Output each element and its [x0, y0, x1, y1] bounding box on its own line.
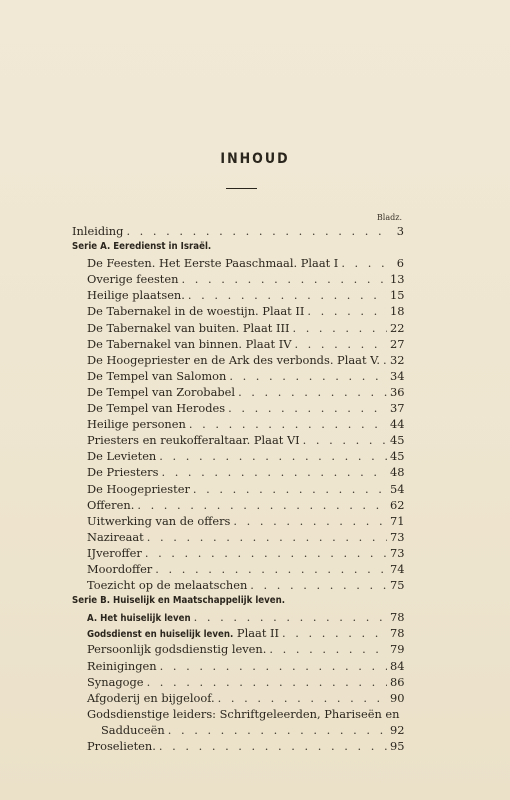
toc-entry-label: Sadduceën — [101, 722, 165, 737]
leader-dots — [250, 577, 387, 593]
toc-entry — [72, 303, 404, 319]
leader-dots — [218, 690, 387, 706]
toc-entry-page: 3 — [396, 224, 404, 238]
toc-entry-label: De Levieten — [87, 449, 157, 464]
toc-entry-page: 78 — [390, 626, 405, 641]
toc-entry — [72, 255, 404, 271]
leader-dots — [282, 625, 387, 641]
toc-entry-page: 75 — [390, 578, 405, 593]
toc-entry — [72, 464, 404, 480]
toc-entry-label: De Tabernakel van binnen. Plaat IV — [87, 336, 292, 351]
toc-entry-label: Synagoge — [87, 674, 144, 689]
toc-entry-intro — [72, 223, 404, 239]
toc-entry — [72, 352, 404, 368]
leader-dots — [159, 448, 387, 464]
toc-entry-label: De Tabernakel van buiten. Plaat III — [87, 320, 290, 335]
leader-dots — [137, 497, 387, 513]
toc-entry-page: 74 — [390, 561, 405, 576]
section-heading-serie-a: Serie A. Eeredienst in Israël. — [72, 241, 212, 253]
toc-entry-page: 27 — [390, 336, 405, 351]
leader-dots — [383, 352, 387, 368]
toc-entry-page: 45 — [390, 433, 405, 448]
toc-entry — [72, 448, 404, 464]
leader-dots — [155, 561, 387, 577]
toc-entry — [72, 416, 404, 432]
toc-entry-label: De Tempel van Zorobabel — [87, 384, 236, 399]
leader-dots — [341, 255, 387, 271]
toc-entry — [72, 336, 404, 352]
toc-entry — [72, 641, 404, 657]
toc-entry-label: Heilige plaatsen. — [87, 288, 185, 303]
leader-dots — [188, 287, 387, 303]
toc-entry-page: 78 — [390, 610, 405, 625]
toc-entry-label: De Feesten. Het Eerste Paaschmaal. Plaat I — [87, 256, 339, 271]
toc-entry-label: Nazireaat — [87, 529, 144, 544]
toc-entry-label-rest: Plaat II — [233, 626, 280, 641]
toc-entry-label: De Hoogepriester en de Ark des verbonds. Plaat V. — [87, 352, 380, 367]
toc-entry-label: Priesters en reukofferaltaar. Plaat VI — [87, 433, 300, 448]
page-column-header: Bladz. — [376, 213, 402, 222]
toc-entry-label: De Priesters — [87, 465, 159, 480]
toc-entry-page: 6 — [396, 256, 404, 271]
leader-dots — [269, 641, 387, 657]
toc-entry-page: 22 — [390, 320, 405, 335]
toc-entry-page: 73 — [390, 529, 405, 544]
toc-entry-label: Persoonlijk godsdienstig leven. — [87, 642, 267, 657]
leader-dots — [229, 368, 387, 384]
leader-dots — [147, 674, 387, 690]
leader-dots — [126, 223, 387, 239]
serie-b-entries — [72, 641, 404, 705]
toc-entry-label: De Hoogepriester — [87, 481, 190, 496]
toc-entry-page: 32 — [390, 352, 405, 367]
toc-entry-page: 95 — [390, 739, 405, 753]
toc-entry-label: De Tabernakel in de woestijn. Plaat II — [87, 304, 305, 319]
toc-entry-page: 15 — [390, 288, 405, 303]
toc-entry-page: 86 — [390, 674, 405, 689]
toc-entry-huiselijk-leven — [72, 609, 404, 625]
toc-entry — [72, 658, 404, 674]
toc-entry-label: Toezicht op de melaatschen — [87, 578, 248, 593]
toc-entry-page: 73 — [390, 545, 405, 560]
leader-dots — [168, 722, 387, 738]
toc-entry-label: A. Het huiselijk leven — [87, 613, 191, 625]
toc-entry — [72, 513, 404, 529]
toc-entry — [72, 529, 404, 545]
toc-entry — [72, 577, 404, 593]
toc-entry-label: De Tempel van Herodes — [87, 401, 226, 416]
toc-entry-label: Inleiding — [72, 224, 124, 238]
toc-entry-label: Proselieten. — [87, 739, 156, 753]
toc-entry-label: Heilige personen — [87, 417, 186, 432]
toc-entry-page: 90 — [390, 690, 405, 705]
toc-entry-godsdienst — [72, 625, 404, 641]
toc-entry-page: 71 — [390, 513, 405, 528]
toc-entry — [72, 271, 404, 287]
toc-entry-page: 13 — [390, 272, 405, 287]
toc-entry-label: Afgoderij en bijgeloof. — [87, 690, 215, 705]
leader-dots — [145, 545, 387, 561]
table-of-contents — [72, 223, 404, 754]
leader-dots — [193, 481, 387, 497]
toc-entry — [72, 690, 404, 706]
toc-entry-page: 54 — [390, 481, 405, 496]
leader-dots — [294, 336, 387, 352]
toc-entry-page: 84 — [390, 658, 405, 673]
toc-entry-page: 34 — [390, 368, 405, 383]
leader-dots — [189, 416, 387, 432]
leader-dots — [233, 513, 387, 529]
leader-dots — [147, 529, 387, 545]
toc-entry-page: 92 — [390, 722, 405, 737]
leader-dots — [159, 738, 387, 754]
toc-entry-label: Overige feesten — [87, 272, 179, 287]
leader-dots — [181, 271, 387, 287]
leader-dots — [238, 384, 387, 400]
toc-entry-label: Reinigingen — [87, 658, 157, 673]
leader-dots — [160, 658, 387, 674]
leader-dots — [292, 320, 387, 336]
toc-entry-label: Moordoffer — [87, 561, 153, 576]
toc-entry — [72, 384, 404, 400]
toc-entry-wrapped-line1: Godsdienstige leiders: Schriftgeleerden, Phariseën en — [87, 706, 400, 721]
toc-entry-proselieten — [72, 738, 404, 754]
toc-entry-page: 44 — [390, 417, 405, 432]
toc-entry — [72, 497, 404, 513]
toc-entry — [72, 400, 404, 416]
toc-entry-label: IJveroffer — [87, 545, 142, 560]
leader-dots — [303, 432, 387, 448]
toc-entry-page: 37 — [390, 401, 405, 416]
toc-entry-page: 45 — [390, 449, 405, 464]
toc-entry — [72, 368, 404, 384]
leader-dots — [194, 609, 387, 625]
toc-entry — [72, 561, 404, 577]
leader-dots — [307, 303, 387, 319]
toc-entry-label: Offeren. — [87, 497, 135, 512]
toc-entry-page: 62 — [390, 497, 405, 512]
toc-entry — [72, 674, 404, 690]
toc-entry — [72, 545, 404, 561]
toc-entry-page: 79 — [390, 642, 405, 657]
title-rule — [226, 188, 257, 189]
serie-a-entries — [72, 255, 404, 593]
toc-entry-label: Uitwerking van de offers — [87, 513, 231, 528]
toc-entry-wrapped-line2 — [72, 722, 404, 738]
toc-entry-page: 18 — [390, 304, 405, 319]
toc-entry-page: 48 — [390, 465, 405, 480]
section-heading-serie-b: Serie B. Huiselijk en Maatschappelijk leven. — [72, 595, 286, 607]
toc-entry — [72, 481, 404, 497]
leader-dots — [228, 400, 387, 416]
leader-dots — [161, 464, 387, 480]
toc-entry-page: 36 — [390, 384, 405, 399]
page-title: INHOUD — [220, 151, 290, 167]
toc-entry — [72, 287, 404, 303]
toc-entry — [72, 432, 404, 448]
toc-entry — [72, 320, 404, 336]
toc-entry-label: De Tempel van Salomon — [87, 368, 227, 383]
toc-entry-label-bold: Godsdienst en huiselijk leven. — [87, 629, 234, 641]
